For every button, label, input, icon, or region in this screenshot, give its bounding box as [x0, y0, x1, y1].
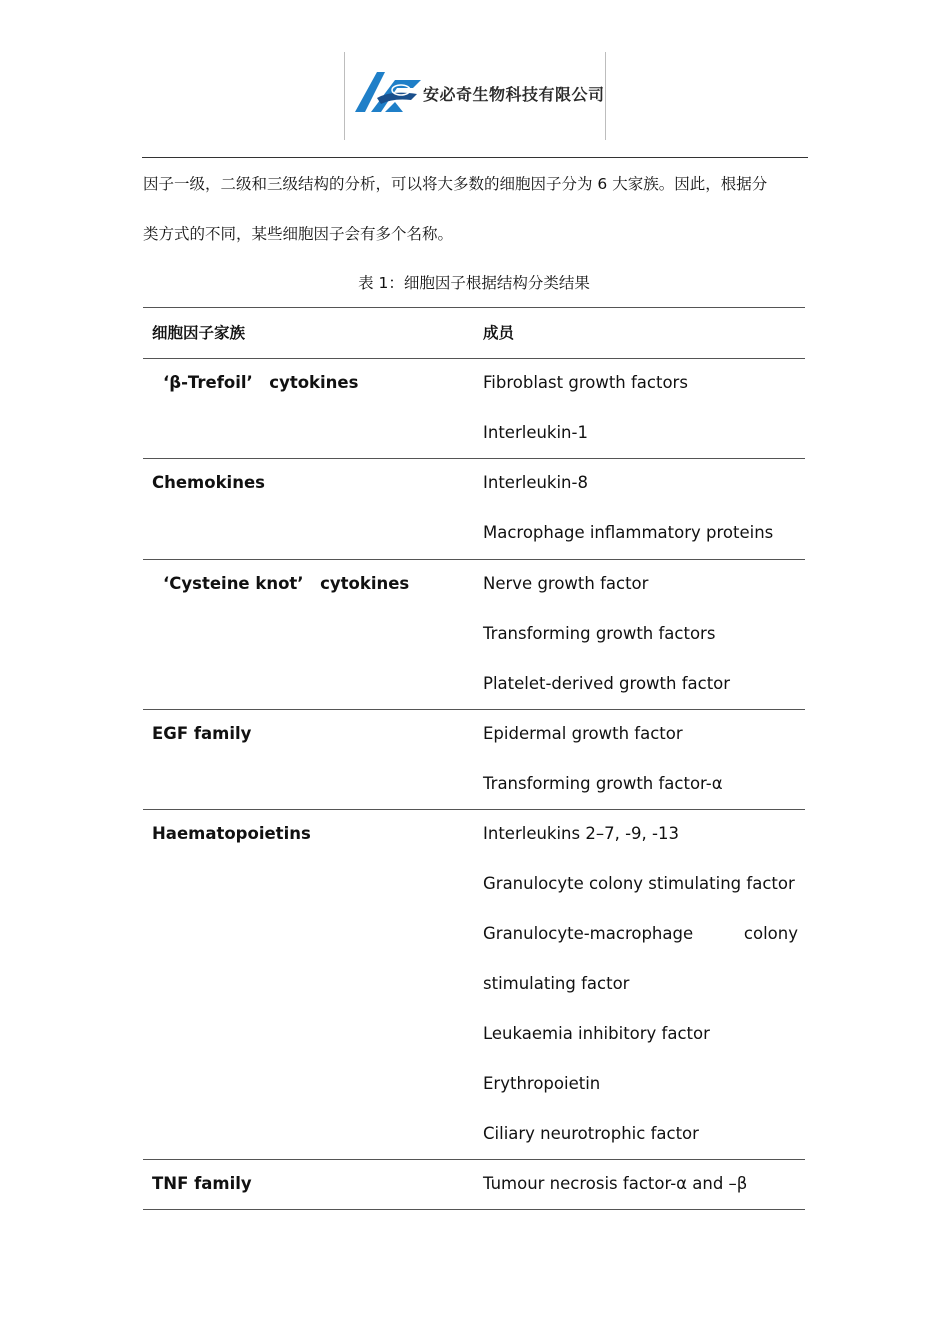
company-name: 安必奇生物科技有限公司 — [423, 85, 605, 104]
family-name: ‘Cysteine knot’ cytokines — [163, 574, 410, 593]
table-caption: 表 1：细胞因子根据结构分类结果 — [358, 274, 590, 292]
member-item: Epidermal growth factor — [483, 724, 683, 743]
table-rule — [143, 307, 805, 308]
member-item: Nerve growth factor — [483, 574, 649, 593]
member-item — [483, 923, 798, 945]
body-text-line-2: 类方式的不同，某些细胞因子会有多个名称。 — [143, 225, 454, 243]
member-item: stimulating factor — [483, 974, 630, 993]
table-rule — [143, 709, 805, 710]
member-item: Tumour necrosis factor-α and –β — [483, 1174, 748, 1193]
header-divider — [142, 157, 808, 158]
member-item: Granulocyte colony stimulating factor — [483, 874, 795, 893]
family-name: Chemokines — [152, 473, 265, 492]
member-item: Interleukins 2–7, -9, -13 — [483, 824, 679, 843]
member-item: Transforming growth factor-α — [483, 774, 723, 793]
table-rule — [143, 1159, 805, 1160]
header-family: 细胞因子家族 — [152, 324, 246, 342]
header-members: 成员 — [483, 324, 515, 342]
table-rule — [143, 458, 805, 459]
family-name: TNF family — [152, 1174, 252, 1193]
member-text: colony — [743, 924, 798, 943]
member-item: Transforming growth factors — [483, 624, 716, 643]
member-item: Macrophage inflammatory proteins — [483, 523, 774, 542]
member-item: Ciliary neurotrophic factor — [483, 1124, 699, 1143]
member-item: Erythropoietin — [483, 1074, 601, 1093]
family-name: ‘β-Trefoil’ cytokines — [163, 373, 359, 392]
table-rule — [143, 809, 805, 810]
member-text: Granulocyte-macrophage — [483, 924, 694, 943]
member-item: Interleukin-8 — [483, 473, 588, 492]
table-rule — [143, 1209, 805, 1210]
table-rule — [143, 559, 805, 560]
body-text-line-1: 因子一级，二级和三级结构的分析，可以将大多数的细胞因子分为 6 大家族。因此，根据分 — [143, 175, 768, 193]
page-header — [344, 52, 606, 140]
company-logo-icon — [351, 68, 423, 118]
family-name: EGF family — [152, 724, 252, 743]
table-rule — [143, 358, 805, 359]
member-item: Leukaemia inhibitory factor — [483, 1024, 710, 1043]
member-item: Platelet-derived growth factor — [483, 674, 731, 693]
family-name: Haematopoietins — [152, 824, 311, 843]
member-item: Interleukin-1 — [483, 423, 588, 442]
member-item: Fibroblast growth factors — [483, 373, 688, 392]
